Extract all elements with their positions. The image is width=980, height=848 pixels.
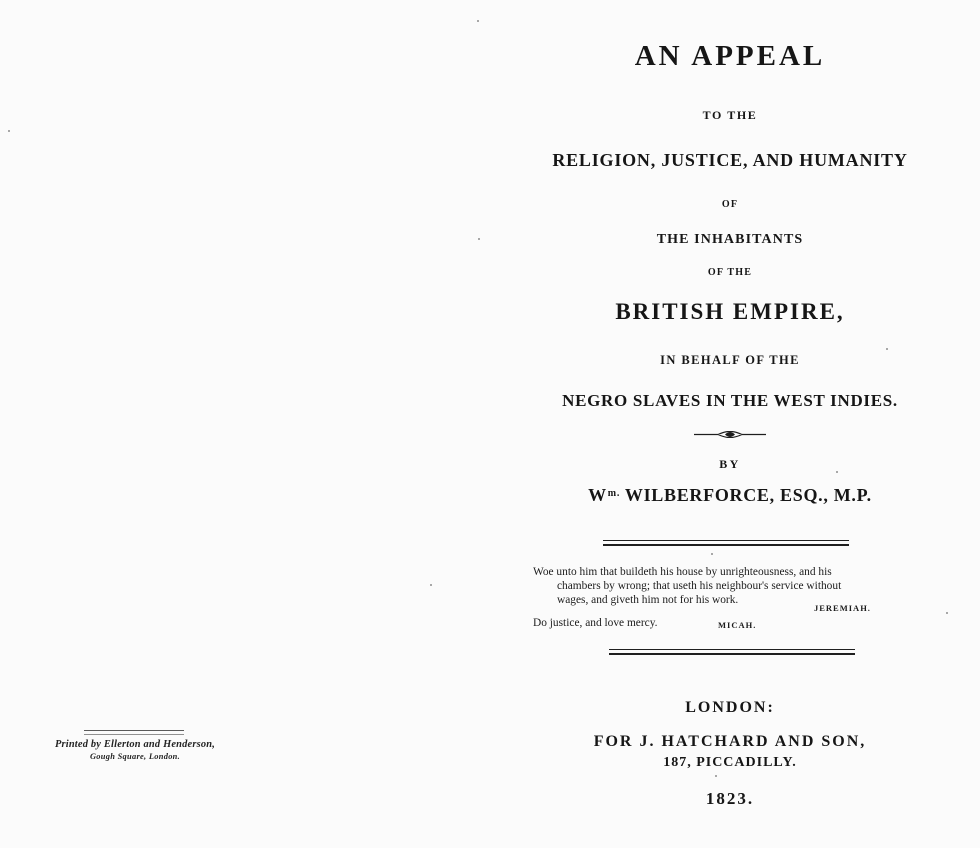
imprint-address: 187, PICCADILLY. — [663, 755, 797, 770]
paper-speck — [886, 348, 888, 350]
paper-speck — [715, 775, 717, 777]
epigraph — [533, 567, 938, 637]
religion-justice-humanity-line: RELIGION, JUSTICE, AND HUMANITY — [552, 150, 908, 170]
paper-speck — [711, 553, 713, 555]
title-ornament — [694, 431, 766, 438]
epigraph-line-2: chambers by wrong; that useth his neighbour's service without — [557, 580, 842, 592]
printer-note-line-2: Gough Square, London. — [89, 752, 181, 762]
paper-speck — [477, 20, 479, 22]
imprint-publisher: FOR J. HATCHARD AND SON, — [593, 733, 867, 750]
by-line: BY — [719, 457, 741, 471]
jeremiah-source: JEREMIAH. — [814, 603, 871, 613]
printer-note-rule — [84, 730, 184, 735]
printer-note-line-1: Printed by Ellerton and Henderson, — [54, 739, 216, 750]
author-line — [520, 486, 940, 504]
to-the-line: TO THE — [702, 108, 758, 122]
behalf-line: IN BEHALF OF THE — [660, 353, 800, 367]
paper-speck — [836, 471, 838, 473]
upper-double-rule — [603, 540, 849, 548]
micah-source: MICAH. — [718, 620, 757, 630]
paper-speck — [8, 130, 10, 132]
epigraph-line-4: Do justice, and love mercy. — [533, 617, 658, 629]
negro-slaves-line: NEGRO SLAVES IN THE WEST INDIES. — [562, 391, 898, 410]
main-title: AN APPEAL — [634, 40, 826, 72]
epigraph-line-1: Woe unto him that buildeth his house by unrighteousness, and his — [533, 566, 832, 578]
imprint-year: 1823. — [705, 789, 755, 808]
lower-double-rule — [609, 649, 855, 657]
author-rest: WILBERFORCE, ESQ., M.P. — [624, 485, 872, 505]
printer-note — [29, 740, 241, 762]
paper-speck — [478, 238, 480, 240]
paper-speck — [430, 584, 432, 586]
epigraph-line-3: wages, and giveth him not for his work. — [557, 594, 739, 606]
imprint-city: LONDON: — [685, 699, 775, 716]
paper-speck — [946, 612, 948, 614]
author-superscript: m. — [607, 488, 621, 499]
author-initial: W — [588, 485, 607, 505]
of-line: OF — [721, 199, 739, 210]
british-empire-line: BRITISH EMPIRE, — [615, 299, 845, 324]
inhabitants-line: THE INHABITANTS — [656, 232, 804, 247]
of-the-line: OF THE — [707, 267, 753, 278]
